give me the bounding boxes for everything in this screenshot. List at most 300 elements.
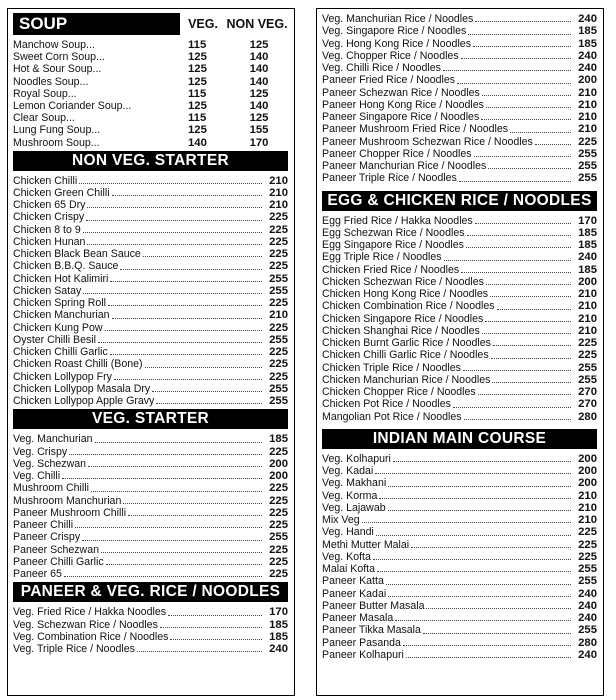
item-name: Paneer Mushroom Chilli	[13, 506, 127, 519]
menu-item	[322, 386, 597, 398]
nonveg-price: 140	[249, 99, 269, 112]
item-price: 200	[578, 74, 597, 87]
indian-main-course-header: INDIAN MAIN COURSE	[322, 429, 597, 449]
item-name: Chicken Roast Chilli (Bone)	[13, 358, 143, 371]
item-name: Paneer Butter Masala	[322, 599, 425, 612]
item-name: Veg. Kolhapuri	[322, 452, 391, 465]
item-name: Chicken Chopper Rice / Noodles	[322, 386, 476, 398]
item-price: 225	[269, 568, 288, 581]
dot-leader	[482, 333, 571, 334]
menu-item	[13, 470, 288, 482]
dot-leader	[473, 46, 571, 47]
dot-leader	[123, 503, 262, 504]
dot-leader	[388, 510, 571, 511]
item-price: 270	[578, 398, 597, 411]
nonveg-price: 125	[249, 39, 269, 51]
menu-item	[13, 309, 288, 321]
dot-leader	[486, 284, 571, 285]
dot-leader	[453, 407, 571, 408]
item-name: Chicken Hong Kong Rice / Noodles	[322, 288, 489, 300]
item-price: 225	[269, 494, 288, 507]
nonveg-price: 140	[249, 75, 269, 88]
menu-item	[322, 87, 597, 99]
menu-item	[13, 187, 288, 199]
item-price: 225	[269, 445, 288, 458]
veg-price: 115	[188, 39, 207, 51]
item-price: 255	[269, 272, 288, 285]
item-price: 225	[269, 321, 288, 334]
dot-leader	[87, 244, 262, 245]
dot-leader	[497, 309, 571, 310]
dot-leader	[475, 223, 571, 224]
dot-leader	[468, 34, 571, 35]
item-name: Hot & Sour Soup...	[13, 63, 102, 76]
menu-item	[322, 349, 597, 361]
item-price: 255	[269, 333, 288, 346]
non-veg-starter-list	[13, 175, 288, 408]
dot-leader	[82, 540, 262, 541]
item-price: 210	[578, 312, 597, 325]
item-price: 255	[578, 563, 597, 575]
item-name: Paneer Schezwan	[13, 543, 99, 556]
menu-item	[13, 482, 288, 494]
item-price: 170	[269, 606, 288, 619]
veg-price: 140	[188, 136, 207, 149]
item-name: Chicken Kung Pow	[13, 321, 103, 334]
menu-item	[322, 539, 597, 551]
veg-starter-header: VEG. STARTER	[13, 409, 288, 429]
menu-item	[322, 276, 597, 288]
menu-item	[322, 362, 597, 374]
dot-leader	[112, 195, 262, 196]
item-name: Lung Fung Soup...	[13, 124, 101, 137]
nonveg-price: 125	[249, 112, 269, 125]
item-price: 225	[578, 526, 597, 539]
menu-column-right	[316, 8, 604, 696]
item-name: Chicken Satay	[13, 284, 82, 297]
menu-item	[13, 531, 288, 543]
item-price: 225	[269, 482, 288, 495]
dot-leader	[411, 547, 571, 548]
item-price: 255	[269, 395, 288, 408]
item-name: Chicken Manchurian Rice / Noodles	[322, 373, 491, 386]
item-price: 210	[578, 86, 597, 99]
menu-item	[322, 588, 597, 600]
menu-item	[322, 74, 597, 86]
item-name: Mushroom Soup...	[13, 136, 100, 149]
dot-leader	[461, 272, 571, 273]
dot-leader	[105, 330, 262, 331]
dot-leader	[120, 269, 262, 270]
item-name: Paneer Pasanda	[322, 636, 401, 649]
menu-item	[322, 411, 597, 423]
dot-leader	[145, 367, 262, 368]
item-name: Chicken Spring Roll	[13, 297, 107, 310]
menu-item	[322, 551, 597, 563]
item-price: 185	[578, 263, 597, 276]
item-price: 210	[578, 514, 597, 526]
item-price: 225	[269, 358, 288, 371]
item-name: Chicken Lollypop Fry	[13, 370, 112, 383]
menu-item	[322, 111, 597, 123]
soup-item	[13, 88, 288, 100]
indian-main-course-list	[322, 453, 597, 661]
menu-item	[322, 264, 597, 276]
item-price: 210	[578, 111, 597, 123]
menu-item	[322, 337, 597, 349]
dot-leader	[461, 58, 571, 59]
dot-leader	[373, 559, 571, 560]
paneer-veg-rice-list	[13, 606, 288, 655]
item-price: 225	[578, 550, 597, 563]
dot-leader	[101, 552, 262, 553]
menu-item	[322, 514, 597, 526]
item-name: Chicken Shanghai Rice / Noodles	[322, 324, 480, 337]
veg-price: 125	[188, 124, 207, 137]
item-price: 185	[578, 37, 597, 50]
item-name: Mushroom Chilli	[13, 482, 89, 495]
dot-leader	[488, 168, 571, 169]
item-price: 240	[578, 13, 597, 25]
menu-item	[322, 502, 597, 514]
item-price: 210	[578, 489, 597, 502]
dot-leader	[98, 342, 262, 343]
dot-leader	[478, 394, 571, 395]
item-price: 185	[578, 226, 597, 239]
item-price: 280	[578, 636, 597, 649]
menu-column-left	[7, 8, 295, 696]
menu-item	[13, 248, 288, 260]
dot-leader	[62, 478, 262, 479]
item-name: Veg. Lajawab	[322, 501, 386, 514]
item-price: 225	[269, 370, 288, 383]
menu-item	[13, 446, 288, 458]
dot-leader	[491, 358, 571, 359]
menu-item	[322, 50, 597, 62]
item-price: 225	[269, 223, 288, 236]
menu-item	[13, 519, 288, 531]
dot-leader	[87, 207, 262, 208]
egg-chicken-rice-list	[322, 215, 597, 423]
item-price: 200	[578, 452, 597, 465]
dot-leader	[393, 461, 571, 462]
item-name: Chicken Hot Kalimiri	[13, 272, 109, 285]
item-name: Paneer Chopper Rice / Noodles	[322, 147, 472, 160]
item-price: 210	[269, 309, 288, 322]
menu-item	[322, 465, 597, 477]
non-veg-starter-header: NON VEG. STARTER	[13, 151, 288, 171]
veg-price: 115	[188, 87, 207, 100]
item-name: Veg. Korma	[322, 489, 378, 502]
item-name: Paneer Chilli Garlic	[13, 555, 104, 568]
item-name: Egg Schezwan Rice / Noodles	[322, 226, 465, 239]
dot-leader	[83, 232, 262, 233]
veg-starter-list	[13, 433, 288, 580]
menu-item	[322, 13, 597, 25]
soup-item	[13, 124, 288, 136]
item-name: Mix Veg	[322, 514, 360, 526]
item-price: 225	[578, 538, 597, 551]
item-name: Oyster Chilli Besil	[13, 333, 97, 346]
item-name: Royal Soup...	[13, 87, 77, 100]
item-name: Manchow Soup...	[13, 39, 95, 51]
menu-item	[13, 199, 288, 211]
menu-item	[13, 495, 288, 507]
menu-item	[322, 637, 597, 649]
menu-item	[322, 526, 597, 538]
dot-leader	[443, 70, 571, 71]
item-name: Sweet Corn Soup...	[13, 51, 105, 64]
dot-leader	[464, 419, 571, 420]
menu-item	[13, 458, 288, 470]
item-price: 255	[578, 361, 597, 374]
item-price: 270	[578, 386, 597, 398]
item-name: Veg. Fried Rice / Hakka Noodles	[13, 606, 167, 619]
item-name: Paneer Triple Rice / Noodles	[322, 172, 457, 185]
item-price: 200	[269, 457, 288, 470]
soup-nonveg-column-header: NON VEG.	[226, 17, 288, 31]
item-name: Clear Soup...	[13, 112, 75, 125]
dot-leader	[114, 379, 262, 380]
dot-leader	[69, 454, 262, 455]
item-name: Paneer Schezwan Rice / Noodles	[322, 86, 480, 99]
soup-item	[13, 137, 288, 149]
menu-item	[13, 273, 288, 285]
dot-leader	[168, 615, 262, 616]
menu-item	[322, 62, 597, 74]
menu-item	[13, 433, 288, 445]
dot-leader	[64, 576, 262, 577]
item-price: 225	[578, 135, 597, 148]
item-name: Mangolian Pot Rice / Noodles	[322, 410, 462, 423]
dot-leader	[486, 107, 571, 108]
dot-leader	[160, 627, 262, 628]
item-name: Veg. Kofta	[322, 550, 371, 563]
item-price: 225	[578, 349, 597, 362]
item-price: 225	[269, 543, 288, 556]
item-name: Mushroom Manchurian	[13, 494, 122, 507]
menu-item	[13, 371, 288, 383]
soup-item	[13, 100, 288, 112]
item-name: Veg. Kadai	[322, 465, 374, 477]
item-price: 255	[578, 575, 597, 588]
dot-leader	[91, 491, 262, 492]
item-price: 210	[269, 199, 288, 212]
item-price: 200	[578, 477, 597, 490]
item-name: Chicken Chilli	[13, 174, 78, 187]
menu-item	[13, 175, 288, 187]
item-name: Chicken Lollypop Apple Gravy	[13, 395, 155, 408]
item-name: Paneer Katta	[322, 575, 384, 588]
dot-leader	[482, 95, 571, 96]
menu-item	[322, 600, 597, 612]
item-name: Chicken Manchurian	[13, 309, 110, 322]
item-name: Veg. Manchurian	[13, 433, 93, 446]
dot-leader	[492, 382, 571, 383]
nonveg-price: 140	[249, 51, 269, 64]
soup-item	[13, 76, 288, 88]
menu-item	[13, 358, 288, 370]
nonveg-price: 125	[249, 87, 269, 100]
item-price: 225	[269, 260, 288, 273]
item-name: Paneer Mushroom Fried Rice / Noodles	[322, 123, 509, 136]
item-name: Chicken Pot Rice / Noodles	[322, 398, 451, 411]
item-price: 225	[269, 346, 288, 359]
item-price: 225	[269, 211, 288, 224]
item-price: 210	[578, 300, 597, 313]
soup-item	[13, 63, 288, 75]
item-price: 185	[578, 25, 597, 38]
item-name: Chicken Fried Rice / Noodles	[322, 263, 460, 276]
item-price: 200	[578, 275, 597, 288]
item-name: Veg. Hong Kong Rice / Noodles	[322, 37, 471, 50]
dot-leader	[152, 391, 262, 392]
dot-leader	[379, 498, 571, 499]
item-name: Veg. Chilli	[13, 470, 61, 483]
menu-item	[13, 568, 288, 580]
soup-item	[13, 39, 288, 51]
item-name: Veg. Chopper Rice / Noodles	[322, 49, 459, 62]
item-price: 185	[269, 618, 288, 631]
item-name: Chicken Lollypop Masala Dry	[13, 382, 151, 395]
item-price: 225	[578, 337, 597, 349]
menu-item	[13, 211, 288, 223]
item-price: 240	[578, 599, 597, 612]
item-name: Chicken Green Chilli	[13, 186, 110, 199]
menu-item	[322, 215, 597, 227]
item-name: Veg. Schezwan Rice / Noodles	[13, 618, 158, 631]
item-name: Veg. Triple Rice / Noodles	[13, 643, 135, 656]
dot-leader	[490, 296, 571, 297]
item-price: 200	[269, 470, 288, 483]
item-name: Paneer Mushroom Schezwan Rice / Noodles	[322, 135, 533, 148]
menu-item	[322, 38, 597, 50]
item-price: 210	[578, 123, 597, 136]
menu-item	[13, 224, 288, 236]
item-price: 225	[269, 248, 288, 261]
item-price: 240	[269, 643, 288, 656]
dot-leader	[475, 21, 571, 22]
menu-item	[322, 160, 597, 172]
dot-leader	[463, 370, 571, 371]
item-price: 210	[578, 501, 597, 514]
item-price: 255	[578, 160, 597, 172]
dot-leader	[128, 515, 262, 516]
item-price: 185	[578, 239, 597, 251]
menu-item	[322, 123, 597, 135]
dot-leader	[481, 119, 571, 120]
paneer-veg-rice-header: PANEER & VEG. RICE / NOODLES	[13, 582, 288, 602]
item-name: Malai Kofta	[322, 563, 375, 575]
dot-leader	[493, 345, 571, 346]
veg-paneer-rice-list-continued	[322, 13, 597, 185]
veg-price: 125	[188, 51, 207, 64]
item-name: Chicken Triple Rice / Noodles	[322, 361, 461, 374]
item-name: Veg. Singapore Rice / Noodles	[322, 25, 467, 38]
nonveg-price: 140	[249, 63, 269, 76]
dot-leader	[377, 571, 571, 572]
menu-item	[322, 477, 597, 489]
menu-item	[322, 239, 597, 251]
soup-item	[13, 112, 288, 124]
menu-item	[322, 25, 597, 37]
menu-item	[322, 612, 597, 624]
item-price: 255	[578, 373, 597, 386]
menu-item	[13, 395, 288, 407]
menu-item	[13, 334, 288, 346]
dot-leader	[474, 156, 571, 157]
item-price: 240	[578, 62, 597, 74]
soup-list	[13, 39, 288, 149]
menu-item	[322, 649, 597, 661]
item-name: Chicken Burnt Garlic Rice / Noodles	[322, 337, 491, 349]
item-price: 210	[269, 186, 288, 199]
item-price: 200	[578, 465, 597, 477]
dot-leader	[75, 527, 262, 528]
dot-leader	[386, 584, 571, 585]
dot-leader	[467, 235, 571, 236]
item-name: Paneer Tikka Masala	[322, 624, 421, 637]
item-name: Chicken Schezwan Rice / Noodles	[322, 275, 484, 288]
item-price: 225	[269, 519, 288, 532]
dot-leader	[79, 183, 262, 184]
veg-price: 115	[188, 112, 207, 125]
menu-item	[322, 251, 597, 263]
item-price: 255	[269, 284, 288, 297]
veg-price: 125	[188, 63, 207, 76]
menu-item	[322, 563, 597, 575]
item-name: Paneer 65	[13, 568, 62, 581]
item-name: Noodles Soup...	[13, 75, 89, 88]
item-price: 240	[578, 612, 597, 624]
dot-leader	[510, 132, 571, 133]
egg-chicken-rice-header: EGG & CHICKEN RICE / NOODLES	[322, 191, 597, 211]
menu-item	[322, 172, 597, 184]
dot-leader	[535, 144, 571, 145]
veg-price: 125	[188, 99, 207, 112]
item-price: 225	[269, 235, 288, 248]
menu-item	[13, 260, 288, 272]
item-name: Paneer Kolhapuri	[322, 648, 404, 661]
item-price: 280	[578, 410, 597, 423]
dot-leader	[110, 281, 262, 282]
item-name: Veg. Handi	[322, 526, 374, 539]
menu-item	[13, 322, 288, 334]
menu-item	[322, 624, 597, 636]
item-name: Paneer Fried Rice / Noodles	[322, 74, 456, 87]
item-name: Chicken Singapore Rice / Noodles	[322, 312, 484, 325]
item-price: 255	[578, 147, 597, 160]
item-price: 210	[578, 98, 597, 111]
menu-item	[13, 507, 288, 519]
soup-veg-column-header: VEG.	[188, 17, 218, 31]
menu-item	[13, 544, 288, 556]
veg-price: 125	[188, 75, 207, 88]
item-name: Chicken 8 to 9	[13, 223, 81, 236]
menu-item	[322, 300, 597, 312]
item-name: Veg. Schezwan	[13, 457, 87, 470]
menu-item	[322, 99, 597, 111]
item-name: Chicken Combination Rice / Noodles	[322, 300, 495, 313]
item-name: Paneer Kadai	[322, 587, 387, 600]
item-price: 255	[578, 172, 597, 185]
item-name: Paneer Manchurian Rice / Noodles	[322, 160, 487, 172]
menu-item	[322, 374, 597, 386]
item-name: Paneer Hong Kong Rice / Noodles	[322, 98, 484, 111]
dot-leader	[485, 321, 571, 322]
menu-item	[322, 288, 597, 300]
dot-leader	[110, 354, 262, 355]
